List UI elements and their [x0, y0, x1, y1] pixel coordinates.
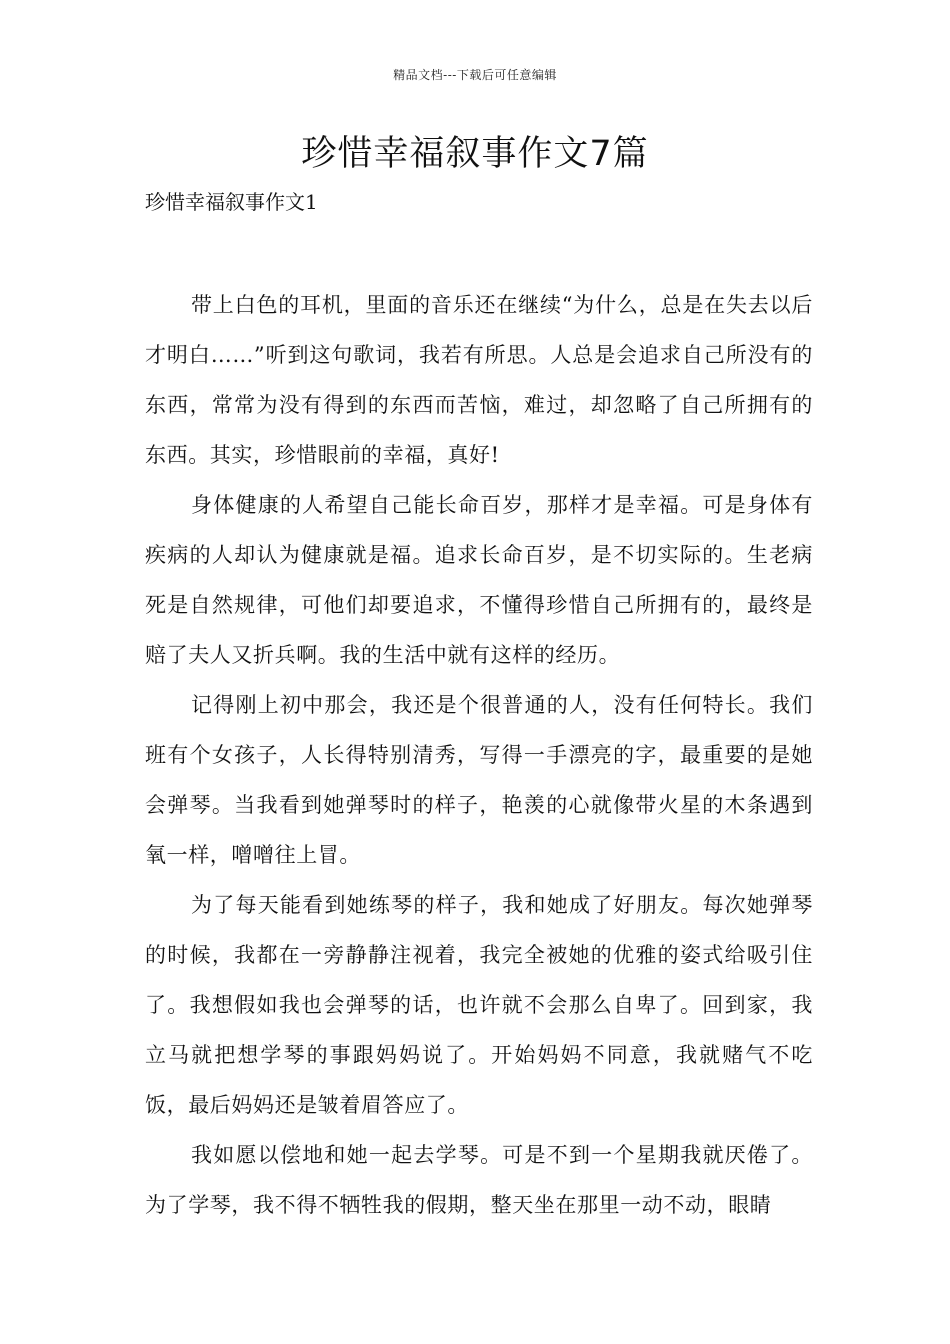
- paragraph: 我如愿以偿地和她一起去学琴。可是不到一个星期我就厌倦了。为了学琴，我不得不牺牲我的假期，整天坐在那里一动不动，眼睛: [145, 1143, 813, 1217]
- paragraph: 带上白色的耳机，里面的音乐还在继续“为什么，总是在失去以后才明白……”听到这句歌词，我若有所思。人总是会追求自己所没有的东西，常常为没有得到的东西而苦恼，难过，却忽略了自己所拥有的东西。其实，珍惜眼前的幸福，真好!: [145, 293, 813, 467]
- paragraph: 为了每天能看到她练琴的样子，我和她成了好朋友。每次她弹琴的时候，我都在一旁静静注视着，我完全被她的优雅的姿式给吸引住了。我想假如我也会弹琴的话，也许就不会那么自卑了。回到家，我立马就把想学琴的事跟妈妈说了。开始妈妈不同意，我就赌气不吃饭，最后妈妈还是皱着眉答应了。: [145, 893, 813, 1117]
- document-title: 珍惜幸福叙事作文7篇: [301, 134, 649, 174]
- paragraph: 身体健康的人希望自己能长命百岁，那样才是幸福。可是身体有疾病的人却认为健康就是福。追求长命百岁，是不切实际的。生老病死是自然规律，可他们却要追求，不懂得珍惜自己所拥有的，最终是赔了夫人又折兵啊。我的生活中就有这样的经历。: [145, 493, 813, 667]
- section-subtitle: 珍惜幸福叙事作文1: [145, 190, 318, 214]
- body-text: [145, 280, 813, 1230]
- header-note: 精品文档---下载后可任意编辑: [393, 68, 557, 82]
- paragraph: 记得刚上初中那会，我还是个很普通的人，没有任何特长。我们班有个女孩子，人长得特别清秀，写得一手漂亮的字，最重要的是她会弹琴。当我看到她弹琴时的样子，艳羡的心就像带火星的木条遇到氧一样，噌噌往上冒。: [145, 693, 813, 867]
